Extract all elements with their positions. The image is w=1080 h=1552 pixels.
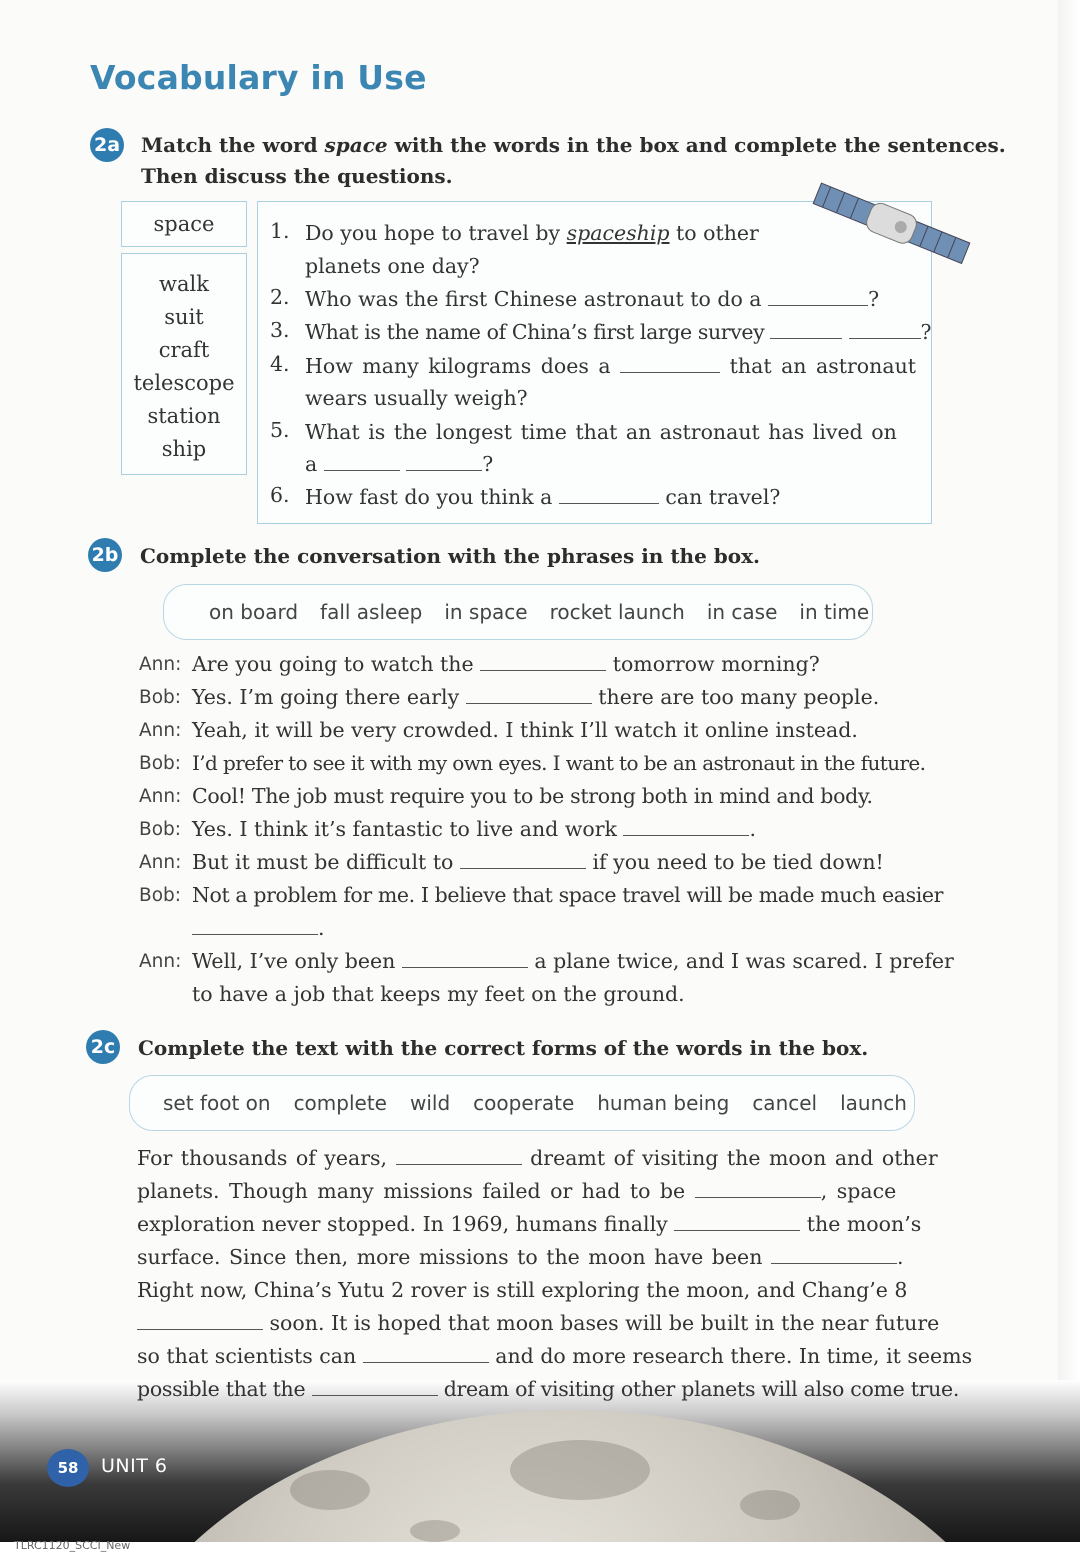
conversation-line <box>192 946 954 976</box>
moon-crater <box>510 1440 650 1500</box>
speaker-label: Ann: <box>139 786 182 807</box>
question-number: 2. <box>270 285 290 309</box>
speaker-label: Ann: <box>139 951 182 972</box>
paragraph-line <box>137 1308 939 1338</box>
para-pre: planets. Though many missions failed or had to be <box>137 1179 686 1203</box>
question-3 <box>305 318 931 346</box>
conversation-line: Yeah, it will be very crowded. I think I’ll watch it online instead. <box>192 718 858 742</box>
para-pre: For thousands of years, <box>137 1146 388 1170</box>
instruction-2a-pre: Match the word <box>141 133 325 157</box>
answer-blank[interactable] <box>768 286 868 306</box>
conversation-line: Not a problem for me. I believe that space travel will be made much easier <box>192 883 943 907</box>
exercise-badge-2c: 2c <box>86 1030 120 1064</box>
question-number: 6. <box>270 483 290 507</box>
conversation-line <box>192 814 756 844</box>
q5-line2-pre: a <box>305 452 318 476</box>
para-pre: exploration never stopped. In 1969, humans finally <box>137 1212 668 1236</box>
moon-crater <box>740 1490 800 1520</box>
para-post: the moon’s <box>806 1212 922 1236</box>
head-word-box <box>121 201 247 247</box>
phrase-item: fall asleep <box>320 600 423 624</box>
word-item: craft <box>158 338 210 362</box>
question-4 <box>305 352 916 380</box>
q4-pre: How many kilograms does a <box>305 354 611 378</box>
conv-post: tomorrow morning? <box>612 652 820 676</box>
question-1 <box>305 219 759 247</box>
para-pre: possible that the <box>137 1377 306 1401</box>
conversation-line <box>192 682 879 712</box>
q6-post: can travel? <box>665 485 781 509</box>
answer-blank[interactable] <box>192 915 318 935</box>
instruction-2a-post: with the words in the box and complete the sentences. <box>387 133 1006 157</box>
phrase-item: in space <box>444 600 528 624</box>
answer-blank[interactable] <box>312 1376 438 1396</box>
answer-blank[interactable] <box>770 319 842 339</box>
exercise-badge-2b: 2b <box>88 538 122 572</box>
answer-blank[interactable] <box>466 684 592 704</box>
q2-end: ? <box>868 287 880 311</box>
conv-post: if you need to be tied down! <box>592 850 884 874</box>
question-number: 3. <box>270 318 290 342</box>
q1-example: spaceship <box>566 221 670 245</box>
answer-blank[interactable] <box>771 1244 897 1264</box>
conv-post: . <box>749 817 756 841</box>
phrase-item: in case <box>706 600 778 624</box>
paragraph-line <box>137 1143 938 1173</box>
para-post: dream of visiting other planets will also come true. <box>443 1377 960 1401</box>
phrase-item: rocket launch <box>549 600 685 624</box>
exercise-badge-2a: 2a <box>90 128 124 162</box>
conversation-line: I’d prefer to see it with my own eyes. I want to be an astronaut in the future. <box>192 751 926 775</box>
answer-blank[interactable] <box>137 1310 263 1330</box>
phrase-item: in time <box>799 600 870 624</box>
q1-post: to other <box>669 221 759 245</box>
word-item: launch <box>840 1091 907 1115</box>
answer-blank[interactable] <box>324 451 400 471</box>
speaker-label: Bob: <box>139 687 181 708</box>
para-post: , space <box>820 1179 897 1203</box>
instruction-2c: Complete the text with the correct forms of the words in the box. <box>138 1036 869 1060</box>
question-5-line2 <box>305 450 493 478</box>
moon-crater <box>410 1520 460 1542</box>
page-number: 58 <box>47 1449 89 1487</box>
speaker-label: Bob: <box>139 885 181 906</box>
speaker-label: Ann: <box>139 852 182 873</box>
phrase-box-2b <box>163 584 873 640</box>
head-word: space <box>153 212 215 236</box>
word-item: complete <box>293 1091 387 1115</box>
answer-blank[interactable] <box>396 1145 522 1165</box>
q3-text: What is the name of China’s first large survey <box>305 320 765 344</box>
answer-blank[interactable] <box>406 451 482 471</box>
page-edge-shadow <box>1058 0 1080 1552</box>
word-item: human being <box>597 1091 730 1115</box>
word-item: wild <box>409 1091 451 1115</box>
q6-pre: How fast do you think a <box>305 485 553 509</box>
question-6 <box>305 483 780 511</box>
page-bottom-margin <box>0 1542 1080 1552</box>
conv-post: . <box>318 916 325 940</box>
satellite-icon <box>800 182 980 272</box>
unit-label: UNIT 6 <box>101 1455 168 1477</box>
conv-pre: Well, I’ve only been <box>192 949 396 973</box>
question-2 <box>305 285 879 313</box>
conversation-line <box>192 649 820 679</box>
answer-blank[interactable] <box>849 319 921 339</box>
word-item: cancel <box>752 1091 818 1115</box>
conversation-line <box>192 847 884 877</box>
word-item: ship <box>161 437 207 461</box>
speaker-label: Ann: <box>139 654 182 675</box>
paragraph-line: Right now, China’s Yutu 2 rover is still exploring the moon, and Chang’e 8 <box>137 1278 908 1302</box>
question-number: 5. <box>270 418 290 442</box>
answer-blank[interactable] <box>559 484 659 504</box>
answer-blank[interactable] <box>402 948 528 968</box>
para-pre: so that scientists can <box>137 1344 357 1368</box>
para-pre: surface. Since then, more missions to the moon have been <box>137 1245 763 1269</box>
para-post: dreamt of visiting the moon and other <box>530 1146 938 1170</box>
instruction-2b: Complete the conversation with the phrases in the box. <box>140 544 760 568</box>
answer-blank[interactable] <box>674 1211 800 1231</box>
question-number: 4. <box>270 352 290 376</box>
conv-pre: But it must be difficult to <box>192 850 454 874</box>
word-item: telescope <box>133 371 235 395</box>
print-code: TLRC1120_SCCI_New <box>14 1539 131 1552</box>
instruction-2a-word: space <box>324 133 388 157</box>
word-item: cooperate <box>473 1091 575 1115</box>
speaker-label: Ann: <box>139 720 182 741</box>
instruction-2a-line2: Then discuss the questions. <box>141 164 453 188</box>
answer-blank[interactable] <box>363 1343 489 1363</box>
question-5: What is the longest time that an astronaut has lived on <box>305 420 897 444</box>
conv-pre: Yes. I’m going there early <box>192 685 460 709</box>
answer-blank[interactable] <box>460 849 586 869</box>
word-item: suit <box>164 305 204 329</box>
answer-blank[interactable] <box>480 651 606 671</box>
conv-post: there are too many people. <box>598 685 880 709</box>
q3-end: ? <box>920 320 932 344</box>
q4-post: that an astronaut <box>729 354 917 378</box>
conv-pre: Yes. I think it’s fantastic to live and work <box>192 817 617 841</box>
word-list-box <box>121 253 247 475</box>
paragraph-line <box>137 1209 921 1239</box>
paragraph-line <box>137 1176 896 1206</box>
q5-end: ? <box>482 452 494 476</box>
conv-pre: Are you going to watch the <box>192 652 474 676</box>
phrase-item: on board <box>209 600 299 624</box>
paragraph-line <box>137 1242 903 1272</box>
paragraph-line <box>137 1374 959 1404</box>
page-title: Vocabulary in Use <box>90 58 427 97</box>
question-1-line2: planets one day? <box>305 254 480 278</box>
moon-crater <box>290 1470 370 1510</box>
conversation-line-continued <box>192 913 325 943</box>
para-post: soon. It is hoped that moon bases will be built in the near future <box>269 1311 940 1335</box>
speaker-label: Bob: <box>139 819 181 840</box>
para-post: . <box>896 1245 904 1269</box>
word-item: walk <box>159 272 209 296</box>
paragraph-line <box>137 1341 972 1371</box>
para-post: and do more research there. In time, it seems <box>495 1344 973 1368</box>
conversation-line-continued: to have a job that keeps my feet on the ground. <box>192 982 685 1006</box>
conv-post: a plane twice, and I was scared. I prefer <box>534 949 954 973</box>
speaker-label: Bob: <box>139 753 181 774</box>
question-4-line2: wears usually weigh? <box>305 386 528 410</box>
answer-blank[interactable] <box>623 816 749 836</box>
word-item: station <box>147 404 221 428</box>
q2-text: Who was the first Chinese astronaut to do a <box>305 287 762 311</box>
answer-blank[interactable] <box>620 353 720 373</box>
word-item: set foot on <box>163 1091 271 1115</box>
conversation-line: Cool! The job must require you to be strong both in mind and body. <box>192 784 873 808</box>
answer-blank[interactable] <box>695 1178 821 1198</box>
q1-pre: Do you hope to travel by <box>305 221 567 245</box>
word-box-2c <box>129 1075 915 1131</box>
question-number: 1. <box>270 219 290 243</box>
